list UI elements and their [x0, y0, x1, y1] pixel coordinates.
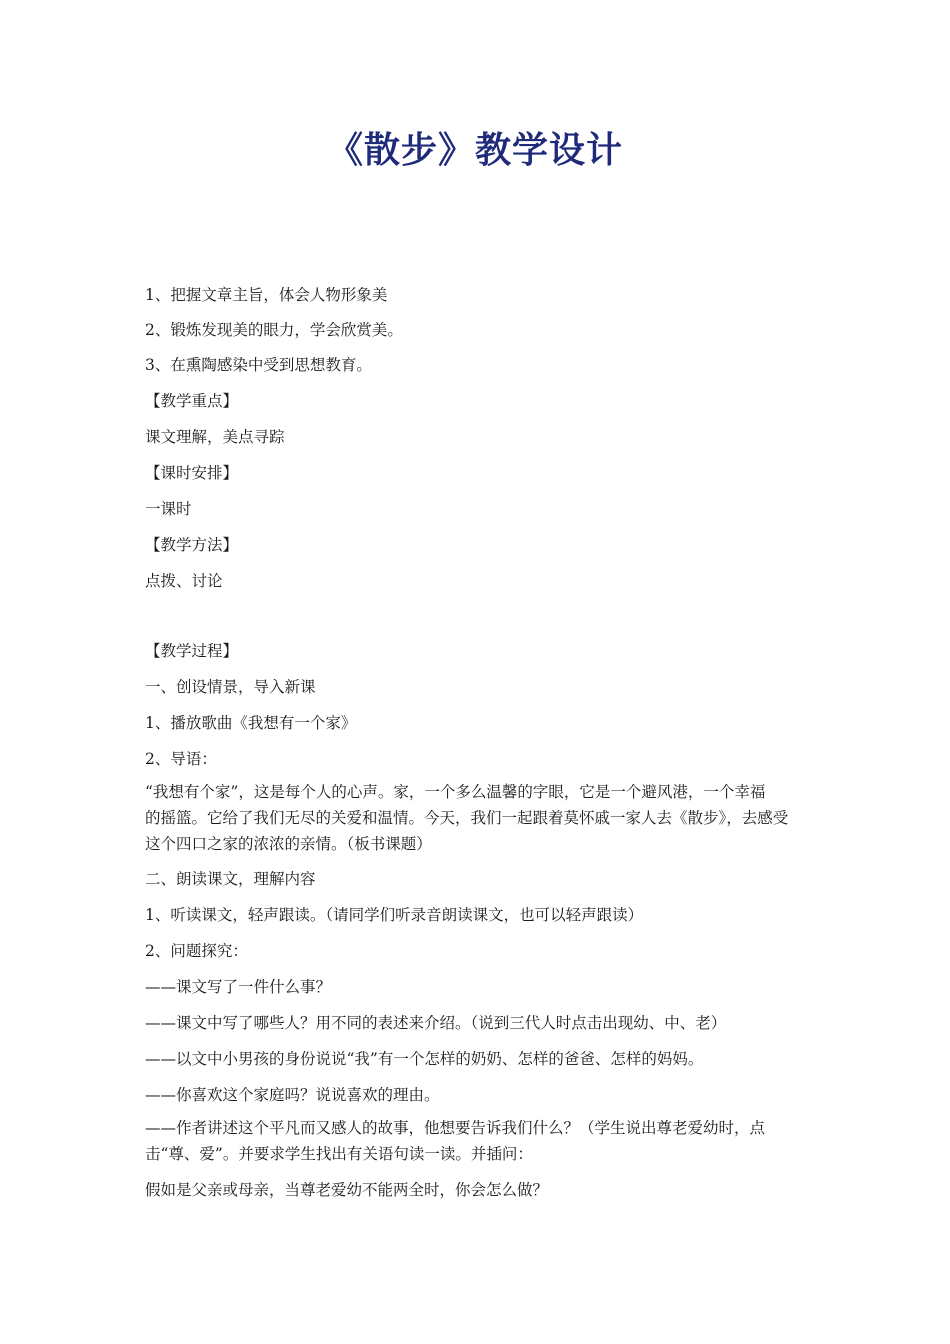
question-5-paragraph — [145, 1115, 810, 1167]
follow-up-question: 假如是父亲或母亲，当尊老爱幼不能两全时，你会怎么做？ — [145, 1181, 549, 1199]
objective-1: 1、把握文章主旨，体会人物形象美 — [145, 286, 388, 304]
question-1: ——课文写了一件什么事？ — [145, 978, 332, 996]
question-4: ——你喜欢这个家庭吗？说说喜欢的理由。 — [145, 1086, 440, 1104]
teaching-method-text: 点拨、讨论 — [145, 572, 223, 590]
intro-paragraph-line: 这个四口之家的浓浓的亲情。（板书课题） — [145, 835, 432, 853]
step-intro-label: 2、导语： — [145, 750, 217, 768]
intro-paragraph-line: “我想有个家”，这是每个人的心声。家，一个多么温馨的字眼，它是一个避风港，一个幸福 — [145, 783, 766, 801]
heading-teaching-process: 【教学过程】 — [145, 642, 239, 660]
heading-teaching-method: 【教学方法】 — [145, 536, 239, 554]
heading-class-schedule: 【课时安排】 — [145, 464, 239, 482]
objective-2: 2、锻炼发现美的眼力，学会欣赏美。 — [145, 321, 403, 339]
question-3: ——以文中小男孩的身份说说“我”有一个怎样的奶奶、怎样的爸爸、怎样的妈妈。 — [145, 1050, 704, 1068]
section-one-heading: 一、创设情景，导入新课 — [145, 678, 316, 696]
section-two-heading: 二、朗读课文，理解内容 — [145, 870, 316, 888]
step-question-explore: 2、问题探究： — [145, 942, 248, 960]
step-listen-read: 1、听读课文，轻声跟读。（请同学们听录音朗读课文，也可以轻声跟读） — [145, 906, 644, 924]
question-5-line: ——作者讲述这个平凡而又感人的故事，他想要告诉我们什么？（学生说出尊老爱幼时，点 — [145, 1119, 766, 1137]
heading-teaching-focus: 【教学重点】 — [145, 392, 239, 410]
question-5-line: 击“尊、爱”。并要求学生找出有关语句读一读。并插问： — [145, 1145, 533, 1163]
intro-paragraph — [145, 779, 810, 857]
teaching-focus-text: 课文理解，美点寻踪 — [145, 428, 285, 446]
intro-paragraph-line: 的摇篮。它给了我们无尽的关爱和温情。今天，我们一起跟着莫怀戚一家人去《散步》，去感受 — [145, 809, 789, 827]
objective-3: 3、在熏陶感染中受到思想教育。 — [145, 356, 372, 374]
question-2: ——课文中写了哪些人？用不同的表述来介绍。（说到三代人时点击出现幼、中、老） — [145, 1014, 727, 1032]
step-play-song: 1、播放歌曲《我想有一个家》 — [145, 714, 357, 732]
page-title: 《散步》教学设计 — [326, 130, 623, 171]
class-schedule-text: 一课时 — [145, 500, 192, 518]
